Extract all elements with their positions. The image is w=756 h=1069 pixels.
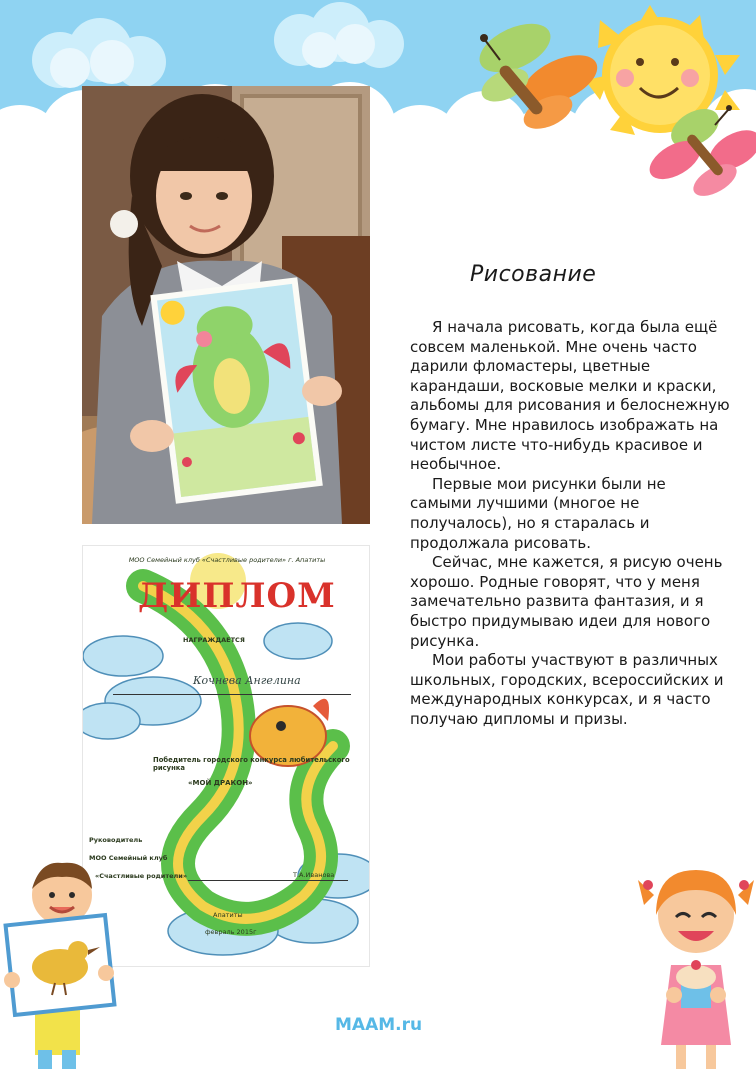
diploma-date: февраль 2015г (205, 928, 257, 936)
diploma-leader-name: Т.А.Иванова (293, 871, 335, 879)
diploma-club-line1: МОО Семейный клуб (89, 854, 168, 862)
diploma-name-line (113, 694, 351, 695)
diploma-contest: «МОЙ ДРАКОН» (188, 779, 253, 787)
paragraph-3: Сейчас, мне кажется, я рисую очень хорошо. Родные говорят, что у меня замечательно развита фантазия, и я быстро придумываю идеи для нового рисунка. (410, 553, 723, 650)
article-body (410, 318, 732, 729)
diploma-recipient: Кочнева Ангелина (193, 674, 301, 687)
footer-brand: MAAM.ru (335, 1015, 423, 1035)
diploma-title: ДИПЛОМ (138, 576, 336, 616)
page-title: Рисование (470, 262, 597, 287)
paragraph-4: Мои работы участвуют в различных школьных, городских, всероссийских и международных конкурсах, и я часто получаю дипломы и призы. (410, 651, 724, 728)
diploma-winner: Победитель городского конкурса любительского рисунка (153, 756, 350, 772)
girl-illustration (636, 855, 756, 1069)
diploma-leader-label: Руководитель (89, 836, 143, 844)
paragraph-2: Первые мои рисунки были не самыми лучшими (многое не получалось), но я старалась и продолжала рисовать. (410, 474, 666, 552)
diploma-club-line2: «Счастливые родители» (95, 872, 188, 880)
diploma-signature-line (188, 880, 348, 881)
girl-photo (82, 86, 370, 524)
paragraph-1: Я начала рисовать, когда была ещё совсем маленькой. Мне очень часто дарили фломастеры, цветные карандаши, восковые мелки и краски, альбомы для рисования и белоснежную бумагу. Мне нравилось изображать на чистом листе что-нибудь красивое и необычное. (410, 318, 730, 474)
diploma-awarded: НАГРАЖДАЕТСЯ (183, 636, 245, 644)
boy-illustration (0, 855, 120, 1069)
diploma-header: МОО Семейный клуб «Счастливые родители» г. Апатиты (128, 556, 326, 564)
diploma-image (82, 545, 370, 967)
diploma-city: Апатиты (213, 911, 243, 919)
